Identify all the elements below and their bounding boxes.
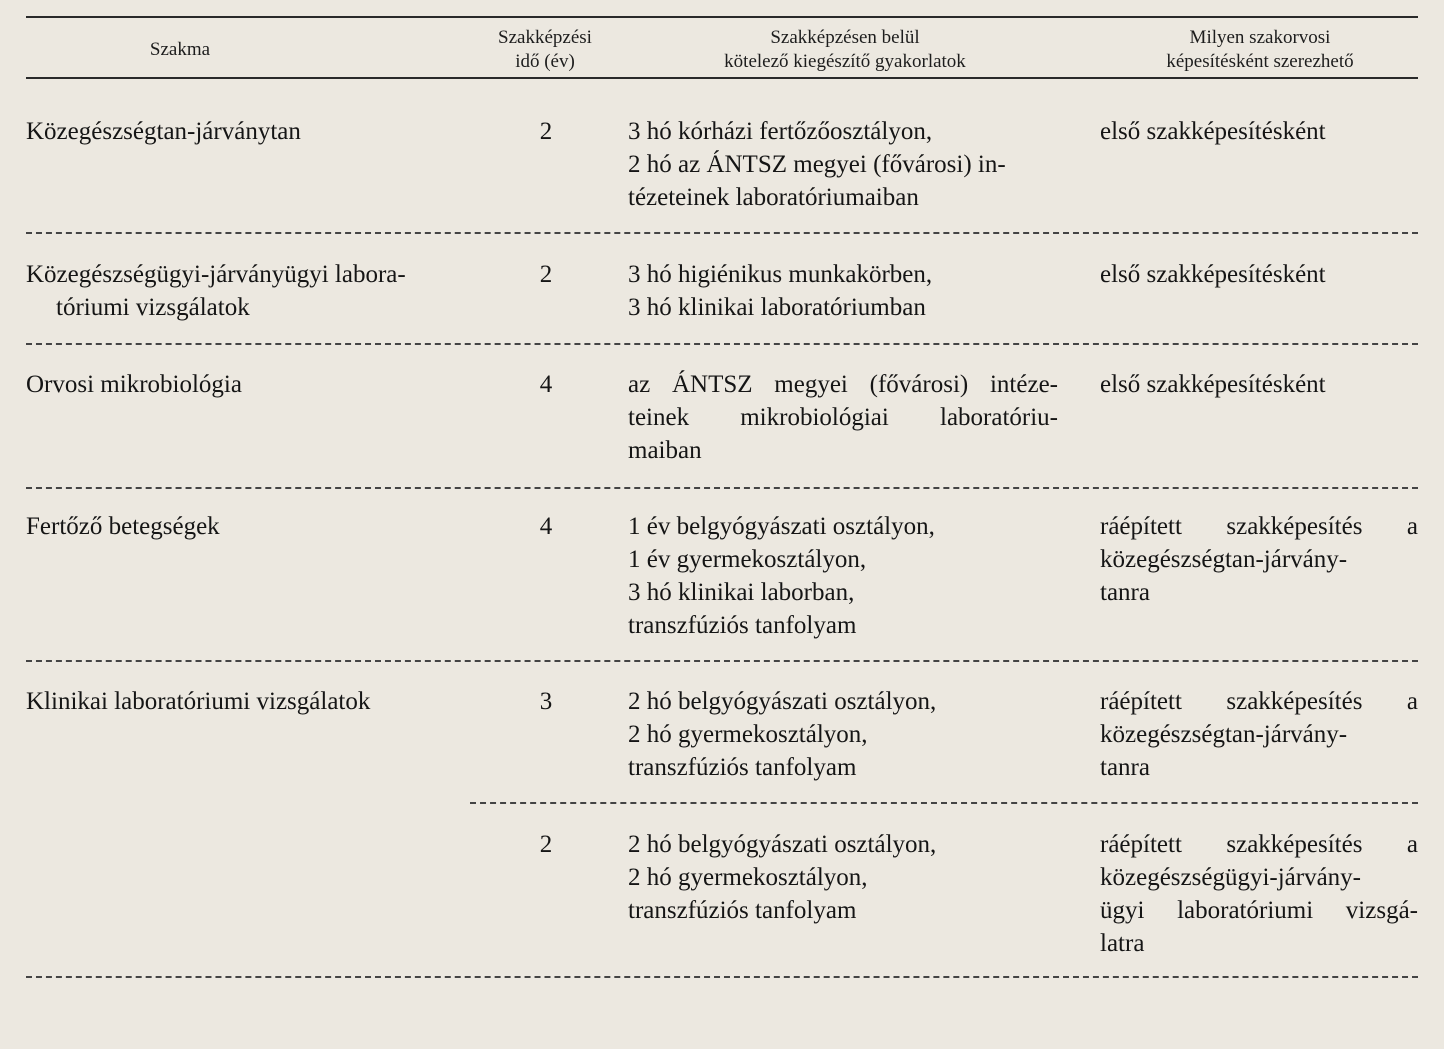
row-separator xyxy=(26,660,1418,662)
header-bottom-rule xyxy=(26,77,1418,79)
row-separator xyxy=(26,487,1418,489)
row-separator xyxy=(26,343,1418,345)
row-6-kepesites: ráépített szakképesítés a közegészségügyi-járvány- ügyi laboratóriumi vizsgá- latra xyxy=(1100,831,1418,957)
row-6-ido: 2 xyxy=(539,831,553,858)
row-4-kepesites: ráépített szakképesítés a közegészségtan-járvány- tanra xyxy=(1100,513,1418,606)
row-6-gyakorlatok: 2 hó belgyógyászati osztályon, 2 hó gyermekosztályon, transzfúziós tanfolyam xyxy=(628,831,937,924)
header-szakma: Szakma xyxy=(149,39,211,60)
row-4-gyakorlatok: 1 év belgyógyászati osztályon, 1 év gyermekosztályon, 3 hó klinikai laborban, transzfúziós tanfolyam xyxy=(628,513,935,639)
row-1-ido: 2 xyxy=(539,118,553,145)
row-1-szakma: Közegészségtan-járványtan xyxy=(26,118,301,145)
row-2-kepesites: első szakképesítésként xyxy=(1100,261,1326,288)
row-5-szakma: Klinikai laboratóriumi vizsgálatok xyxy=(26,688,371,715)
header-gyakorlatok: Szakképzésen belül kötelező kiegészítő gyakorlatok xyxy=(724,27,966,72)
row-2-gyakorlatok: 3 hó higiénikus munkakörben, 3 hó klinikai laboratóriumban xyxy=(628,261,933,321)
row-3-ido: 4 xyxy=(539,371,553,398)
row-5-kepesites: ráépített szakképesítés a közegészségtan-járvány- tanra xyxy=(1100,688,1418,781)
header-ido: Szakképzési idő (év) xyxy=(498,27,592,72)
table-bottom-rule xyxy=(26,976,1418,978)
row-separator xyxy=(26,232,1418,234)
row-3-szakma: Orvosi mikrobiológia xyxy=(26,371,242,398)
row-3-kepesites: első szakképesítésként xyxy=(1100,371,1326,398)
table-top-rule xyxy=(26,16,1418,18)
row-2-szakma: Közegészségügyi-járványügyi labora- tóriumi vizsgálatok xyxy=(26,261,406,321)
row-1-kepesites: első szakképesítésként xyxy=(1100,118,1326,145)
row-4-ido: 4 xyxy=(539,513,553,540)
row-2-ido: 2 xyxy=(539,261,553,288)
sub-row-separator xyxy=(470,802,1418,804)
row-5-gyakorlatok: 2 hó belgyógyászati osztályon, 2 hó gyermekosztályon, transzfúziós tanfolyam xyxy=(628,688,937,781)
row-3-gyakorlatok: az ÁNTSZ megyei (fővárosi) intéze- teinek mikrobiológiai laboratóriu- maiban xyxy=(628,371,1058,464)
row-4-szakma: Fertőző betegségek xyxy=(26,513,220,540)
header-kepesites: Milyen szakorvosi képesítésként szerezhető xyxy=(1166,27,1354,72)
row-1-gyakorlatok: 3 hó kórházi fertőzőosztályon, 2 hó az ÁNTSZ megyei (fővárosi) in- tézeteinek laboratóriumaiban xyxy=(628,118,1006,211)
row-5-ido: 3 xyxy=(539,688,553,715)
